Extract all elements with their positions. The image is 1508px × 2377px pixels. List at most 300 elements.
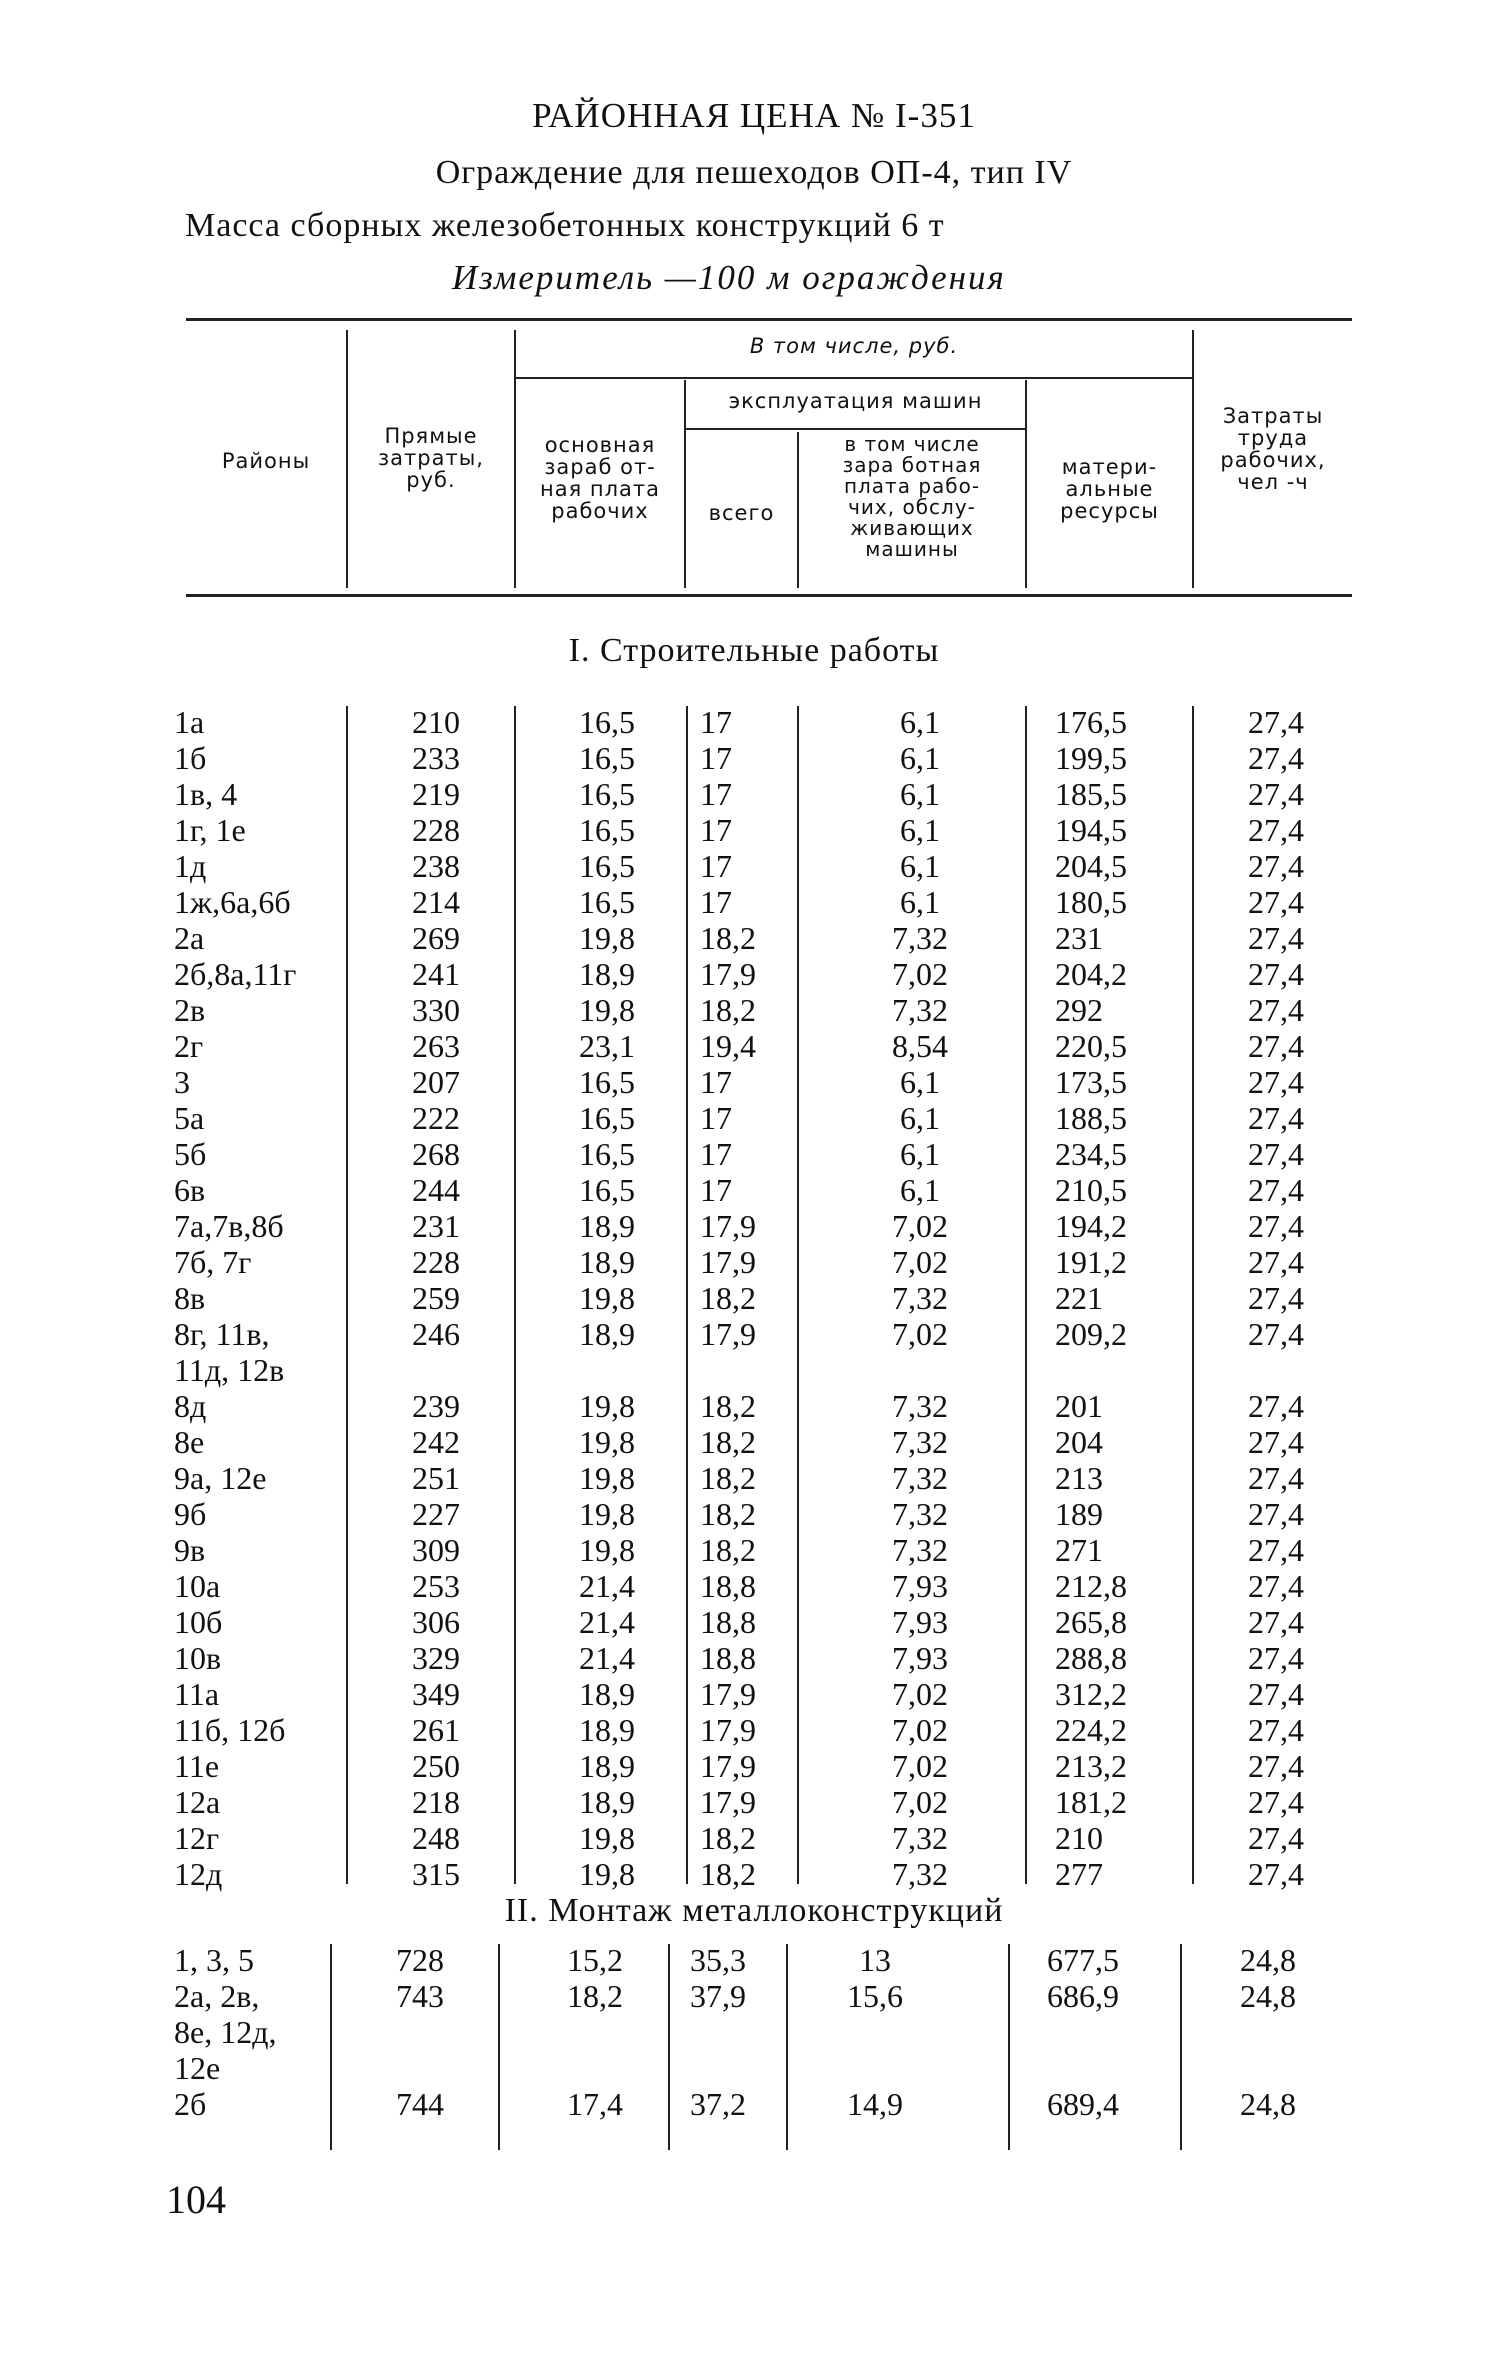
cell-machine-wage: 7,32 [892, 1856, 948, 1892]
cell-machine-wage: 6,1 [900, 812, 940, 848]
table-row [0, 1942, 1508, 1978]
cell-machines: 18,2 [700, 1856, 756, 1892]
cell-machine-wage: 7,02 [892, 1244, 948, 1280]
table-row [0, 1136, 1508, 1172]
cell-materials: 176,5 [1055, 704, 1127, 740]
cell-labor: 27,4 [1248, 1496, 1304, 1532]
cell-materials: 173,5 [1055, 1064, 1127, 1100]
cell-machine-wage: 7,93 [892, 1640, 948, 1676]
cell-direct: 309 [412, 1532, 460, 1568]
cell-direct: 306 [412, 1604, 460, 1640]
cell-direct: 251 [412, 1460, 460, 1496]
cell-district: 8е, 12д, [174, 2014, 277, 2050]
cell-base-wage: 16,5 [579, 740, 635, 776]
cell-machines: 18,2 [700, 1532, 756, 1568]
cell-materials: 312,2 [1055, 1676, 1127, 1712]
cell-district: 12г [174, 1820, 220, 1856]
cell-machine-wage: 7,02 [892, 956, 948, 992]
cell-machines: 37,9 [690, 1978, 746, 2014]
cell-direct: 246 [412, 1316, 460, 1352]
cell-labor: 27,4 [1248, 1172, 1304, 1208]
cell-direct: 261 [412, 1712, 460, 1748]
cell-machine-wage: 15,6 [847, 1978, 903, 2014]
cell-machines: 17 [700, 812, 732, 848]
cell-machine-wage: 6,1 [900, 740, 940, 776]
cell-district: 10а [174, 1568, 221, 1604]
cell-materials: 180,5 [1055, 884, 1127, 920]
cell-district: 1б [174, 740, 207, 776]
table-row [0, 1676, 1508, 1712]
cell-district: 8в [174, 1280, 206, 1316]
cell-base-wage: 18,2 [567, 1978, 623, 2014]
header-rule [516, 377, 1192, 379]
table-row [0, 1280, 1508, 1316]
cell-materials: 277 [1055, 1856, 1103, 1892]
cell-labor: 27,4 [1248, 848, 1304, 884]
cell-labor: 27,4 [1248, 812, 1304, 848]
table-row [0, 1100, 1508, 1136]
cell-base-wage: 18,9 [579, 1208, 635, 1244]
cell-machine-wage: 7,93 [892, 1568, 948, 1604]
cell-machines: 17 [700, 848, 732, 884]
cell-machine-wage: 7,02 [892, 1208, 948, 1244]
cell-labor: 27,4 [1248, 956, 1304, 992]
cell-district: 5а [174, 1100, 205, 1136]
cell-direct: 239 [412, 1388, 460, 1424]
cell-district: 2в [174, 992, 206, 1028]
header-including: В том числе, руб. [749, 334, 959, 358]
cell-base-wage: 19,8 [579, 1496, 635, 1532]
cell-direct: 268 [412, 1136, 460, 1172]
cell-materials: 188,5 [1055, 1100, 1127, 1136]
table-row [0, 884, 1508, 920]
cell-base-wage: 19,8 [579, 1532, 635, 1568]
section-title-metal: II. Монтаж металлоконструкций [504, 1892, 1004, 1929]
cell-district: 10в [174, 1640, 222, 1676]
table-row [0, 1604, 1508, 1640]
table-row [0, 1978, 1508, 2014]
cell-materials: 204,5 [1055, 848, 1127, 884]
table-row [0, 704, 1508, 740]
cell-district: 12д [174, 1856, 223, 1892]
cell-machines: 17 [700, 1172, 732, 1208]
cell-labor: 27,4 [1248, 1136, 1304, 1172]
table-row [0, 1208, 1508, 1244]
cell-direct: 315 [412, 1856, 460, 1892]
cell-materials: 221 [1055, 1280, 1103, 1316]
cell-materials: 181,2 [1055, 1784, 1127, 1820]
cell-materials: 265,8 [1055, 1604, 1127, 1640]
cell-materials: 224,2 [1055, 1712, 1127, 1748]
header-machines-total: всего [708, 501, 775, 525]
cell-base-wage: 16,5 [579, 1100, 635, 1136]
cell-direct: 222 [412, 1100, 460, 1136]
table-row [0, 1496, 1508, 1532]
cell-labor: 27,4 [1248, 920, 1304, 956]
cell-base-wage: 18,9 [579, 1316, 635, 1352]
header-top-rule [186, 318, 1352, 321]
cell-district: 11д, 12в [174, 1352, 285, 1388]
cell-base-wage: 19,8 [579, 920, 635, 956]
cell-machines: 17,9 [700, 1244, 756, 1280]
cell-machines: 18,2 [700, 1496, 756, 1532]
section-title-construction: I. Строительные работы [568, 632, 940, 669]
table-row [0, 1424, 1508, 1460]
cell-district: 2б,8а,11г [174, 956, 297, 992]
cell-labor: 24,8 [1240, 1942, 1296, 1978]
cell-labor: 27,4 [1248, 1640, 1304, 1676]
cell-base-wage: 19,8 [579, 1820, 635, 1856]
cell-labor: 27,4 [1248, 1820, 1304, 1856]
cell-machines: 18,8 [700, 1604, 756, 1640]
cell-machines: 18,8 [700, 1568, 756, 1604]
cell-machine-wage: 6,1 [900, 1136, 940, 1172]
cell-base-wage: 18,9 [579, 1676, 635, 1712]
table-row [0, 812, 1508, 848]
cell-direct: 231 [412, 1208, 460, 1244]
cell-district: 2а [174, 920, 205, 956]
table-row [0, 920, 1508, 956]
cell-district: 5б [174, 1136, 207, 1172]
cell-machines: 17,9 [700, 1712, 756, 1748]
cell-labor: 27,4 [1248, 776, 1304, 812]
cell-materials: 271 [1055, 1532, 1103, 1568]
cell-machines: 17 [700, 1136, 732, 1172]
cell-machines: 18,2 [700, 1388, 756, 1424]
cell-district: 10б [174, 1604, 223, 1640]
cell-materials: 194,5 [1055, 812, 1127, 848]
cell-base-wage: 19,8 [579, 1460, 635, 1496]
cell-base-wage: 19,8 [579, 1280, 635, 1316]
cell-district: 2г [174, 1028, 204, 1064]
cell-direct: 744 [396, 2086, 444, 2122]
cell-machines: 37,2 [690, 2086, 746, 2122]
cell-base-wage: 21,4 [579, 1604, 635, 1640]
cell-base-wage: 16,5 [579, 704, 635, 740]
cell-materials: 189 [1055, 1496, 1103, 1532]
cell-labor: 27,4 [1248, 1676, 1304, 1712]
cell-direct: 253 [412, 1568, 460, 1604]
cell-district: 1д [174, 848, 207, 884]
cell-machines: 17,9 [700, 1208, 756, 1244]
cell-materials: 213 [1055, 1460, 1103, 1496]
cell-labor: 27,4 [1248, 740, 1304, 776]
unit-line: Измеритель —100 м ограждения [452, 258, 1006, 297]
cell-machines: 18,2 [700, 920, 756, 956]
cell-machine-wage: 7,02 [892, 1748, 948, 1784]
cell-base-wage: 18,9 [579, 1712, 635, 1748]
page-number: 104 [166, 2177, 226, 2222]
cell-district: 1г, 1е [174, 812, 246, 848]
cell-labor: 27,4 [1248, 704, 1304, 740]
cell-direct: 207 [412, 1064, 460, 1100]
header-machines: эксплуатация машин [728, 389, 983, 413]
cell-machines: 18,2 [700, 1460, 756, 1496]
cell-machine-wage: 6,1 [900, 884, 940, 920]
table-row [0, 1532, 1508, 1568]
cell-district: 9б [174, 1496, 207, 1532]
cell-materials: 677,5 [1047, 1942, 1119, 1978]
cell-machine-wage: 8,54 [892, 1028, 948, 1064]
table-row [0, 1172, 1508, 1208]
cell-materials: 201 [1055, 1388, 1103, 1424]
table-row [0, 1712, 1508, 1748]
cell-direct: 259 [412, 1280, 460, 1316]
cell-materials: 689,4 [1047, 2086, 1119, 2122]
cell-materials: 209,2 [1055, 1316, 1127, 1352]
cell-machine-wage: 6,1 [900, 1172, 940, 1208]
cell-direct: 210 [412, 704, 460, 740]
cell-materials: 199,5 [1055, 740, 1127, 776]
cell-base-wage: 19,8 [579, 1856, 635, 1892]
cell-machines: 17,9 [700, 1784, 756, 1820]
table-row [0, 1460, 1508, 1496]
cell-machine-wage: 7,32 [892, 992, 948, 1028]
cell-materials: 210,5 [1055, 1172, 1127, 1208]
cell-machine-wage: 7,32 [892, 1280, 948, 1316]
cell-base-wage: 23,1 [579, 1028, 635, 1064]
cell-labor: 27,4 [1248, 992, 1304, 1028]
cell-district: 7б, 7г [174, 1244, 252, 1280]
cell-direct: 244 [412, 1172, 460, 1208]
cell-machine-wage: 7,02 [892, 1712, 948, 1748]
cell-direct: 233 [412, 740, 460, 776]
table-row [0, 1388, 1508, 1424]
cell-machine-wage: 7,93 [892, 1604, 948, 1640]
cell-labor: 27,4 [1248, 1028, 1304, 1064]
cell-base-wage: 19,8 [579, 1388, 635, 1424]
cell-materials: 220,5 [1055, 1028, 1127, 1064]
cell-machines: 18,2 [700, 1424, 756, 1460]
cell-machine-wage: 7,32 [892, 1820, 948, 1856]
cell-labor: 27,4 [1248, 1712, 1304, 1748]
cell-machines: 19,4 [700, 1028, 756, 1064]
cell-machines: 17 [700, 740, 732, 776]
cell-direct: 228 [412, 1244, 460, 1280]
cell-base-wage: 17,4 [567, 2086, 623, 2122]
header-base-wage: основная зараб от- ная плата рабочих [539, 433, 661, 523]
cell-machine-wage: 7,32 [892, 1388, 948, 1424]
cell-labor: 27,4 [1248, 1388, 1304, 1424]
cell-district: 2б [174, 2086, 207, 2122]
cell-materials: 191,2 [1055, 1244, 1127, 1280]
table-row [0, 1856, 1508, 1892]
table-row [0, 776, 1508, 812]
cell-base-wage: 16,5 [579, 848, 635, 884]
table-row [0, 1784, 1508, 1820]
table-row [0, 956, 1508, 992]
cell-labor: 24,8 [1240, 2086, 1296, 2122]
cell-labor: 27,4 [1248, 1100, 1304, 1136]
cell-labor: 27,4 [1248, 1460, 1304, 1496]
cell-labor: 27,4 [1248, 1532, 1304, 1568]
cell-materials: 185,5 [1055, 776, 1127, 812]
cell-materials: 231 [1055, 920, 1103, 956]
table-row [0, 1352, 1508, 1388]
cell-base-wage: 16,5 [579, 1136, 635, 1172]
cell-machines: 18,8 [700, 1640, 756, 1676]
cell-district: 11а [174, 1676, 220, 1712]
cell-materials: 204 [1055, 1424, 1103, 1460]
table-row [0, 2014, 1508, 2050]
cell-machines: 35,3 [690, 1942, 746, 1978]
header-direct-costs: Прямые затраты, руб. [378, 424, 484, 492]
cell-labor: 27,4 [1248, 1748, 1304, 1784]
cell-base-wage: 18,9 [579, 956, 635, 992]
cell-machine-wage: 7,32 [892, 1460, 948, 1496]
table-row [0, 1568, 1508, 1604]
cell-materials: 194,2 [1055, 1208, 1127, 1244]
cell-machines: 17,9 [700, 1676, 756, 1712]
cell-district: 1а [174, 704, 205, 740]
cell-base-wage: 16,5 [579, 776, 635, 812]
object-title: Ограждение для пешеходов ОП-4, тип IV [435, 154, 1073, 191]
cell-direct: 219 [412, 776, 460, 812]
table-row [0, 1064, 1508, 1100]
cell-direct: 330 [412, 992, 460, 1028]
cell-direct: 329 [412, 1640, 460, 1676]
cell-direct: 241 [412, 956, 460, 992]
cell-machine-wage: 7,02 [892, 1784, 948, 1820]
price-title: РАЙОННАЯ ЦЕНА № I-351 [532, 96, 976, 135]
cell-machine-wage: 6,1 [900, 848, 940, 884]
cell-machines: 18,2 [700, 1280, 756, 1316]
table-row [0, 740, 1508, 776]
cell-machines: 17,9 [700, 956, 756, 992]
cell-district: 2а, 2в, [174, 1978, 260, 2014]
cell-labor: 27,4 [1248, 1064, 1304, 1100]
cell-direct: 228 [412, 812, 460, 848]
cell-labor: 27,4 [1248, 1568, 1304, 1604]
cell-machine-wage: 7,32 [892, 920, 948, 956]
cell-direct: 269 [412, 920, 460, 956]
cell-direct: 214 [412, 884, 460, 920]
cell-machine-wage: 13 [859, 1942, 891, 1978]
cell-machine-wage: 6,1 [900, 1100, 940, 1136]
cell-machine-wage: 6,1 [900, 776, 940, 812]
table-row [0, 1748, 1508, 1784]
cell-district: 9в [174, 1532, 206, 1568]
cell-labor: 27,4 [1248, 1316, 1304, 1352]
cell-materials: 234,5 [1055, 1136, 1127, 1172]
cell-machine-wage: 6,1 [900, 704, 940, 740]
cell-machine-wage: 7,02 [892, 1676, 948, 1712]
cell-machines: 17 [700, 704, 732, 740]
header-materials: матери- альные ресурсы [1060, 455, 1159, 523]
cell-direct: 248 [412, 1820, 460, 1856]
cell-materials: 292 [1055, 992, 1103, 1028]
table-row [0, 1028, 1508, 1064]
cell-machine-wage: 7,32 [892, 1424, 948, 1460]
cell-base-wage: 19,8 [579, 1424, 635, 1460]
cell-machines: 17,9 [700, 1316, 756, 1352]
cell-labor: 27,4 [1248, 1784, 1304, 1820]
cell-materials: 213,2 [1055, 1748, 1127, 1784]
cell-district: 1в, 4 [174, 776, 238, 812]
cell-direct: 728 [396, 1942, 444, 1978]
cell-direct: 218 [412, 1784, 460, 1820]
cell-labor: 27,4 [1248, 1208, 1304, 1244]
cell-base-wage: 19,8 [579, 992, 635, 1028]
cell-district: 1ж,6а,6б [174, 884, 291, 920]
cell-machines: 17 [700, 1064, 732, 1100]
cell-district: 6в [174, 1172, 206, 1208]
cell-district: 7а,7в,8б [174, 1208, 284, 1244]
header-bottom-rule [186, 594, 1352, 597]
header-rule [686, 428, 1025, 430]
mass-line: Масса сборных железобетонных конструкций 6 т [185, 207, 945, 244]
cell-direct: 227 [412, 1496, 460, 1532]
cell-machine-wage: 7,02 [892, 1316, 948, 1352]
cell-machines: 17,9 [700, 1748, 756, 1784]
cell-base-wage: 18,9 [579, 1748, 635, 1784]
table-row [0, 1640, 1508, 1676]
cell-base-wage: 21,4 [579, 1568, 635, 1604]
cell-machines: 17 [700, 776, 732, 812]
cell-materials: 686,9 [1047, 1978, 1119, 2014]
table-row [0, 1316, 1508, 1352]
table-row [0, 2086, 1508, 2122]
cell-direct: 349 [412, 1676, 460, 1712]
cell-direct: 263 [412, 1028, 460, 1064]
cell-labor: 27,4 [1248, 1244, 1304, 1280]
cell-direct: 250 [412, 1748, 460, 1784]
cell-base-wage: 18,9 [579, 1244, 635, 1280]
cell-base-wage: 16,5 [579, 884, 635, 920]
cell-machine-wage: 7,32 [892, 1532, 948, 1568]
cell-base-wage: 18,9 [579, 1784, 635, 1820]
cell-materials: 212,8 [1055, 1568, 1127, 1604]
cell-district: 8г, 11в, [174, 1316, 270, 1352]
header-labor: Затраты труда рабочих, чел -ч [1220, 404, 1326, 494]
cell-materials: 204,2 [1055, 956, 1127, 992]
cell-machine-wage: 6,1 [900, 1064, 940, 1100]
table-row [0, 1244, 1508, 1280]
cell-base-wage: 16,5 [579, 1172, 635, 1208]
cell-machines: 17 [700, 884, 732, 920]
cell-labor: 27,4 [1248, 1856, 1304, 1892]
cell-base-wage: 21,4 [579, 1640, 635, 1676]
table-row [0, 1820, 1508, 1856]
cell-base-wage: 16,5 [579, 1064, 635, 1100]
cell-district: 11б, 12б [174, 1712, 286, 1748]
cell-machine-wage: 7,32 [892, 1496, 948, 1532]
cell-materials: 210 [1055, 1820, 1103, 1856]
table-row [0, 2050, 1508, 2086]
cell-machine-wage: 14,9 [847, 2086, 903, 2122]
cell-labor: 27,4 [1248, 1424, 1304, 1460]
cell-base-wage: 16,5 [579, 812, 635, 848]
cell-district: 8д [174, 1388, 207, 1424]
cell-base-wage: 15,2 [567, 1942, 623, 1978]
cell-materials: 288,8 [1055, 1640, 1127, 1676]
cell-district: 9а, 12е [174, 1460, 267, 1496]
cell-district: 8е [174, 1424, 205, 1460]
cell-direct: 242 [412, 1424, 460, 1460]
cell-district: 3 [174, 1064, 190, 1100]
cell-machines: 18,2 [700, 992, 756, 1028]
table-row [0, 848, 1508, 884]
table-row [0, 992, 1508, 1028]
header-machine-wage: в том числе зара ботная плата рабо- чих, обслу- живающих машины [842, 432, 982, 561]
cell-district: 1, 3, 5 [174, 1942, 254, 1978]
cell-direct: 743 [396, 1978, 444, 2014]
cell-machines: 18,2 [700, 1820, 756, 1856]
cell-labor: 27,4 [1248, 1604, 1304, 1640]
cell-labor: 27,4 [1248, 1280, 1304, 1316]
header-districts: Районы [221, 449, 311, 473]
cell-district: 11е [174, 1748, 220, 1784]
